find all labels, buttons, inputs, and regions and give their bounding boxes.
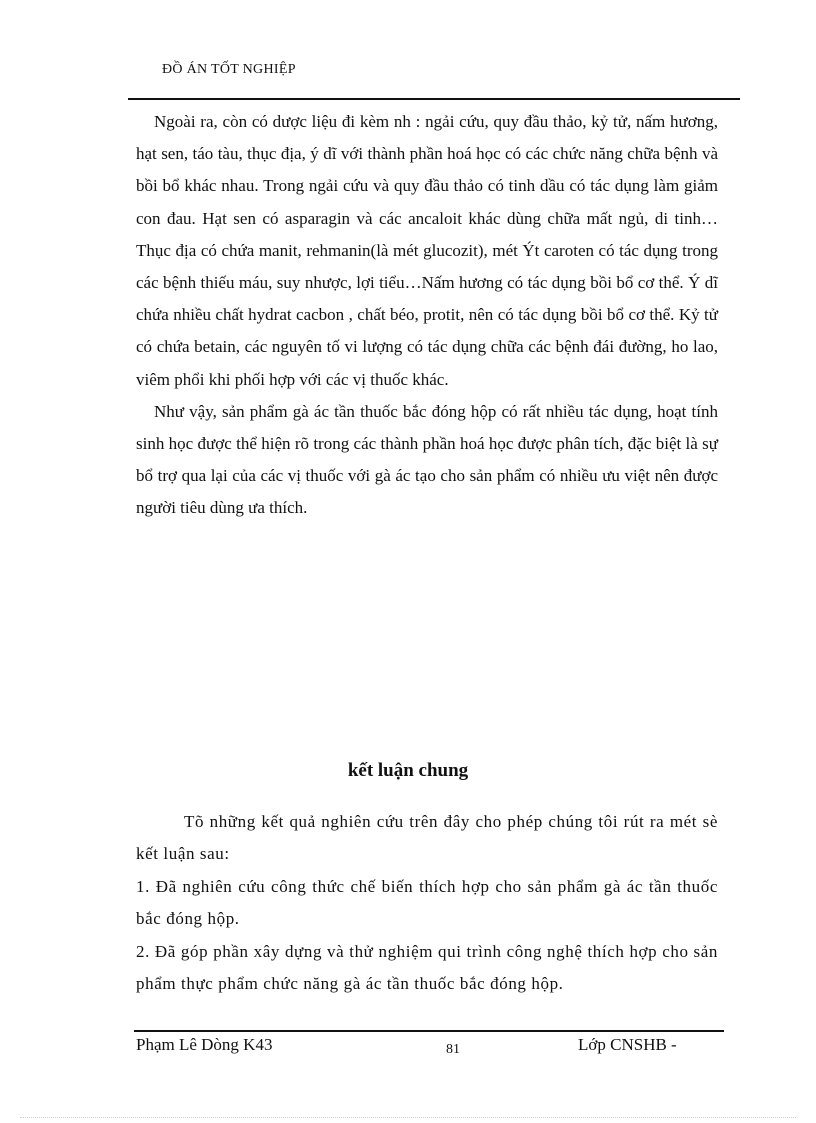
body-paragraph: Ngoài ra, còn có dược liệu đi kèm nh : ngải cứu, quy đầu thảo, kỷ tử, nấm hương, hạt sen, táo tàu, thục địa, ý dĩ với thành phần hoá học có các chức năng chữa bệnh và bồi bổ khác nhau. Trong ngải cứu và quy đầu thảo có tinh dầu có tác dụng làm giảm con đau. Hạt sen có asparagin và các ancaloit khác dùng chữa mất ngủ, di tinh… Thục địa có chứa manit, rehmanin(là mét glucozit), mét Ýt caroten có tác dụng trong các bệnh thiếu máu, suy nhược, lợi tiểu…Nấm hương có tác dụng bồi bổ cơ thể. Ý dĩ chứa nhiều chất hydrat cacbon , chất béo, protit, nên có tác dụng bồi bổ cơ thể. Kỷ tử có chứa betain, các nguyên tố vi lượng có tác dụng chữa các bệnh đái đường, ho lao, viêm phổi khi phối hợp với các vị thuốc khác. [136, 112, 718, 389]
header-divider [128, 98, 740, 100]
body-paragraph: Như vậy, sản phẩm gà ác tần thuốc bắc đóng hộp có rất nhiều tác dụng, hoạt tính sinh học được thể hiện rõ trong các thành phần hoá học được phân tích, đặc biệt là sự bổ trợ qua lại của các vị thuốc với gà ác tạo cho sản phẩm có nhiều ưu việt nên được người tiêu dùng ưa thích. [136, 401, 718, 518]
footer-class: Lớp CNSHB - [578, 1035, 677, 1054]
conclusion-intro: Tõ những kết quả nghiên cứu trên đây cho phép chúng tôi rút ra mét sè kết luận sau: [136, 812, 718, 864]
conclusion-item: 1. Đã nghiên cứu công thức chế biến thích hợp cho sản phẩm gà ác tần thuốc bắc đóng hộp. [136, 876, 718, 929]
header-title: ĐỒ ÁN TỐT NGHIỆP [162, 62, 296, 77]
footer-author: Phạm Lê Dòng K43 [136, 1035, 273, 1054]
page-number: 81 [446, 1042, 460, 1057]
body-text [136, 106, 718, 525]
footer-divider [134, 1030, 724, 1032]
conclusion-text [136, 806, 718, 1000]
page-bottom-border [20, 1117, 796, 1118]
section-title: kết luận chung [347, 760, 469, 781]
conclusion-item: 2. Đã góp phần xây dựng và thử nghiệm qui trình công nghệ thích hợp cho sản phẩm thực phẩm chức năng gà ác tần thuốc bắc đóng hộp. [136, 941, 718, 994]
